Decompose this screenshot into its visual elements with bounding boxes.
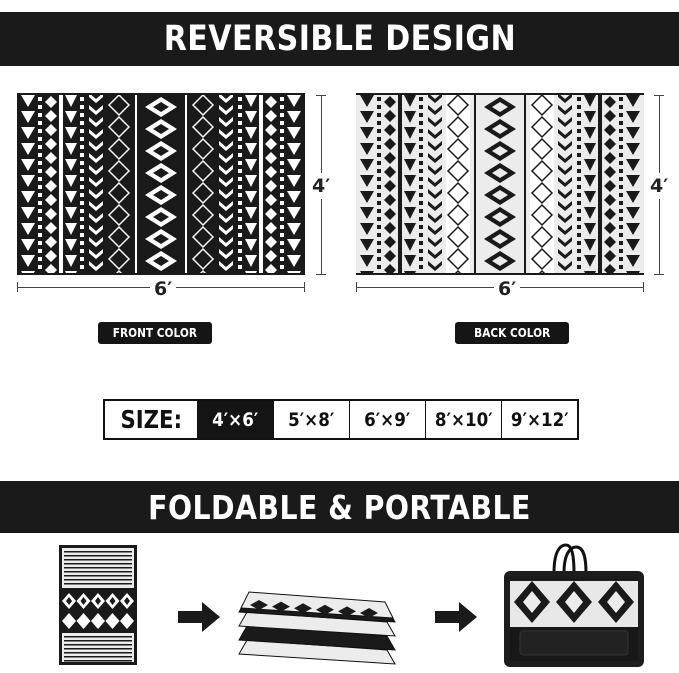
flat-rug-image — [59, 545, 137, 665]
front-color-tag-text: FRONT COLOR — [112, 326, 198, 340]
back-rug-image — [356, 93, 644, 275]
front-width-tick-right — [304, 282, 305, 292]
front-width-tick-left — [17, 282, 18, 292]
back-width-label: 6′ — [494, 278, 520, 300]
size-option-text: 6′×9′ — [364, 408, 411, 431]
size-option-6x9[interactable] — [349, 401, 425, 438]
folded-rug-image — [237, 588, 399, 670]
back-height-tick-top — [654, 95, 664, 96]
front-color-tag — [98, 322, 212, 344]
carry-bag-image — [500, 543, 648, 669]
size-option-text: 5′×8′ — [288, 408, 335, 431]
section-banner — [0, 481, 679, 533]
front-height-tick-top — [316, 95, 326, 96]
size-option-4x6[interactable] — [197, 401, 273, 438]
back-height-tick-bottom — [654, 274, 664, 275]
size-selector — [103, 399, 579, 440]
size-option-8x10[interactable] — [425, 401, 501, 438]
front-height-tick-bottom — [316, 274, 326, 275]
back-width-tick-right — [643, 282, 644, 292]
front-rug-image — [17, 93, 305, 275]
size-label — [105, 401, 197, 438]
size-option-text: 8′×10′ — [434, 408, 493, 431]
back-height-label: 4′ — [650, 175, 669, 197]
size-option-9x12[interactable] — [501, 401, 577, 438]
front-width-label: 6′ — [150, 278, 176, 300]
front-height-label: 4′ — [312, 175, 331, 197]
section-title: FOLDABLE & PORTABLE — [148, 487, 531, 527]
header-title: REVERSIBLE DESIGN — [163, 19, 516, 59]
back-color-tag-text: BACK COLOR — [473, 326, 551, 340]
header-banner — [0, 12, 679, 66]
arrow-right-icon — [178, 602, 220, 632]
size-option-text: 4′×6′ — [212, 408, 259, 431]
arrow-right-icon — [435, 602, 477, 632]
back-color-tag — [455, 322, 569, 344]
size-option-text: 9′×12′ — [510, 408, 569, 431]
size-label-text: SIZE: — [120, 405, 182, 434]
back-width-tick-left — [356, 282, 357, 292]
size-option-5x8[interactable] — [273, 401, 349, 438]
